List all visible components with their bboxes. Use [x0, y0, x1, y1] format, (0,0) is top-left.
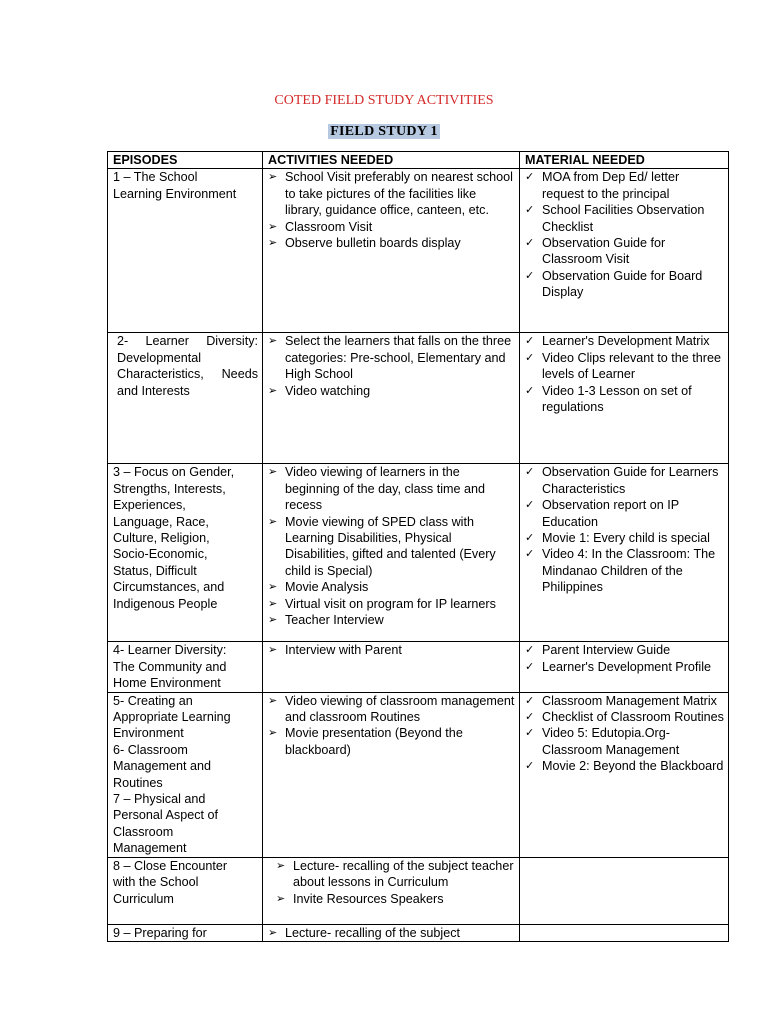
activity-text: Lecture- recalling of the subject teacher about lessons in Curriculum [293, 858, 514, 890]
material-item [525, 169, 724, 202]
activity-text: Movie viewing of SPED class with Learning Disabilities, Physical Disabilities, gifted and talented (Every child is Special) [285, 514, 496, 578]
episode-cell: 3 – Focus on Gender, Strengths, Interests, Experiences, Language, Race, Culture, Religion, Socio-Economic, Status, Difficult Circumstances, and Indigenous People [108, 464, 263, 642]
activities-cell [263, 333, 520, 464]
material-item [525, 497, 724, 530]
material-item [525, 709, 724, 725]
activity-item [268, 596, 515, 612]
activity-item [268, 725, 515, 758]
material-item [525, 693, 724, 709]
activity-item [268, 579, 515, 595]
material-text: Observation report on IP Education [542, 498, 679, 529]
checkmark-icon: ✓ [525, 236, 535, 250]
materials-cell [520, 857, 729, 924]
checkmark-icon: ✓ [525, 643, 535, 657]
arrow-bullet-icon: ➢ [268, 580, 278, 594]
activity-text: Video viewing of classroom management and classroom Routines [285, 693, 515, 725]
episode-text: 2- Learner Diversity: Developmental Characteristics, Needs and Interests [117, 334, 258, 398]
material-text: Movie 2: Beyond the Blackboard [542, 759, 724, 774]
material-text: Classroom Management Matrix [542, 693, 717, 708]
table-row [108, 169, 729, 333]
activity-text: Teacher Interview [285, 613, 384, 628]
material-text: Observation Guide for Learners Characteristics [542, 465, 719, 496]
material-item [525, 202, 724, 235]
checkmark-icon: ✓ [525, 268, 535, 282]
activity-item [268, 383, 515, 399]
activity-item [268, 891, 515, 907]
material-item [525, 758, 724, 774]
activities-cell [263, 857, 520, 924]
material-text: Video 4: In the Classroom: The Mindanao Children of the Philippines [542, 547, 716, 595]
activity-text: Classroom Visit [285, 219, 373, 234]
activities-cell [263, 464, 520, 642]
arrow-bullet-icon: ➢ [268, 236, 278, 250]
materials-cell [520, 692, 729, 857]
activity-item [268, 514, 515, 580]
header-episodes: EPISODES [108, 152, 263, 169]
arrow-bullet-icon: ➢ [268, 514, 278, 528]
activity-item [268, 858, 515, 891]
arrow-bullet-icon: ➢ [268, 693, 278, 707]
checkmark-icon: ✓ [525, 203, 535, 217]
material-text: Learner's Development Profile [542, 659, 712, 674]
checkmark-icon: ✓ [525, 334, 535, 348]
activity-item [268, 642, 515, 658]
activity-text: Lecture- recalling of the subject [285, 925, 461, 940]
arrow-bullet-icon: ➢ [276, 891, 286, 905]
material-text: Checklist of Classroom Routines [542, 710, 724, 725]
document-title: COTED FIELD STUDY ACTIVITIES [274, 93, 494, 108]
activity-item [268, 464, 515, 513]
checkmark-icon: ✓ [525, 726, 535, 740]
activity-item [268, 612, 515, 628]
materials-cell [520, 169, 729, 333]
episode-cell [108, 333, 263, 464]
activity-text: Movie presentation (Beyond the blackboard) [285, 726, 463, 757]
material-item [525, 235, 724, 268]
material-text: Video 1-3 Lesson on set of regulations [542, 383, 692, 415]
material-text: Video 5: Edutopia.Org- Classroom Management [542, 726, 680, 757]
activity-item [268, 169, 515, 218]
arrow-bullet-icon: ➢ [268, 925, 278, 939]
activity-text: Movie Analysis [285, 580, 369, 595]
checkmark-icon: ✓ [525, 659, 535, 673]
arrow-bullet-icon: ➢ [268, 465, 278, 479]
activity-text: Interview with Parent [285, 643, 402, 658]
table-row [108, 333, 729, 464]
episode-cell: 1 – The School Learning Environment [108, 169, 263, 333]
material-text: Learner's Development Matrix [542, 334, 710, 349]
arrow-bullet-icon: ➢ [268, 596, 278, 610]
arrow-bullet-icon: ➢ [268, 170, 278, 184]
checkmark-icon: ✓ [525, 383, 535, 397]
arrow-bullet-icon: ➢ [268, 613, 278, 627]
activity-item [268, 235, 515, 251]
checkmark-icon: ✓ [525, 693, 535, 707]
material-item [525, 333, 724, 349]
table-row [108, 642, 729, 692]
material-item [525, 530, 724, 546]
table-row [108, 464, 729, 642]
activity-text: Video viewing of learners in the beginning of the day, class time and recess [285, 465, 485, 513]
arrow-bullet-icon: ➢ [268, 334, 278, 348]
arrow-bullet-icon: ➢ [268, 383, 278, 397]
checkmark-icon: ✓ [525, 531, 535, 545]
arrow-bullet-icon: ➢ [268, 219, 278, 233]
material-text: Movie 1: Every child is special [542, 531, 710, 546]
activity-text: Invite Resources Speakers [293, 891, 444, 906]
activity-text: School Visit preferably on nearest school to take pictures of the facilities like library, guidance office, canteen, etc. [285, 170, 513, 218]
activity-item [268, 693, 515, 726]
material-item [525, 464, 724, 497]
material-item [525, 642, 724, 658]
material-item [525, 659, 724, 675]
activity-text: Observe bulletin boards display [285, 236, 461, 251]
table-header-row [108, 152, 729, 169]
header-activities: ACTIVITIES NEEDED [263, 152, 520, 169]
document-subtitle-wrap [0, 122, 768, 140]
checkmark-icon: ✓ [525, 170, 535, 184]
activity-text: Virtual visit on program for IP learners [285, 596, 496, 611]
material-item [525, 383, 724, 416]
table-row [108, 924, 729, 941]
material-item [525, 546, 724, 595]
checkmark-icon: ✓ [525, 465, 535, 479]
material-text: Observation Guide for Classroom Visit [542, 236, 666, 267]
checkmark-icon: ✓ [525, 710, 535, 724]
arrow-bullet-icon: ➢ [276, 858, 286, 872]
episode-cell: 5- Creating an Appropriate Learning Environment 6- Classroom Management and Routines 7 – Physical and Personal Aspect of Classroom Management [108, 692, 263, 857]
header-materials: MATERIAL NEEDED [520, 152, 729, 169]
activities-cell [263, 169, 520, 333]
activity-item [268, 333, 515, 382]
material-item [525, 725, 724, 758]
material-item [525, 268, 724, 301]
materials-cell [520, 464, 729, 642]
activity-text: Select the learners that falls on the three categories: Pre-school, Elementary and High School [285, 334, 512, 382]
episode-cell: 8 – Close Encounter with the School Curriculum [108, 857, 263, 924]
activities-cell [263, 692, 520, 857]
activity-text: Video watching [285, 383, 371, 398]
document-subtitle: FIELD STUDY 1 [330, 124, 438, 139]
material-text: Video Clips relevant to the three levels of Learner [542, 350, 721, 382]
activity-item [268, 925, 515, 941]
field-study-table [107, 151, 729, 942]
material-item [525, 350, 724, 383]
arrow-bullet-icon: ➢ [268, 643, 278, 657]
table-row [108, 692, 729, 857]
checkmark-icon: ✓ [525, 759, 535, 773]
checkmark-icon: ✓ [525, 498, 535, 512]
materials-cell [520, 924, 729, 941]
activities-cell [263, 924, 520, 941]
material-text: Parent Interview Guide [542, 643, 671, 658]
arrow-bullet-icon: ➢ [268, 726, 278, 740]
episode-cell: 4- Learner Diversity: The Community and Home Environment [108, 642, 263, 692]
activity-item [268, 219, 515, 235]
activities-cell [263, 642, 520, 692]
material-text: Observation Guide for Board Display [542, 268, 703, 300]
episode-cell: 9 – Preparing for [108, 924, 263, 941]
table-row [108, 857, 729, 924]
material-text: MOA from Dep Ed/ letter request to the principal [542, 170, 680, 201]
materials-cell [520, 333, 729, 464]
material-text: School Facilities Observation Checklist [542, 203, 705, 234]
checkmark-icon: ✓ [525, 547, 535, 561]
materials-cell [520, 642, 729, 692]
checkmark-icon: ✓ [525, 350, 535, 364]
